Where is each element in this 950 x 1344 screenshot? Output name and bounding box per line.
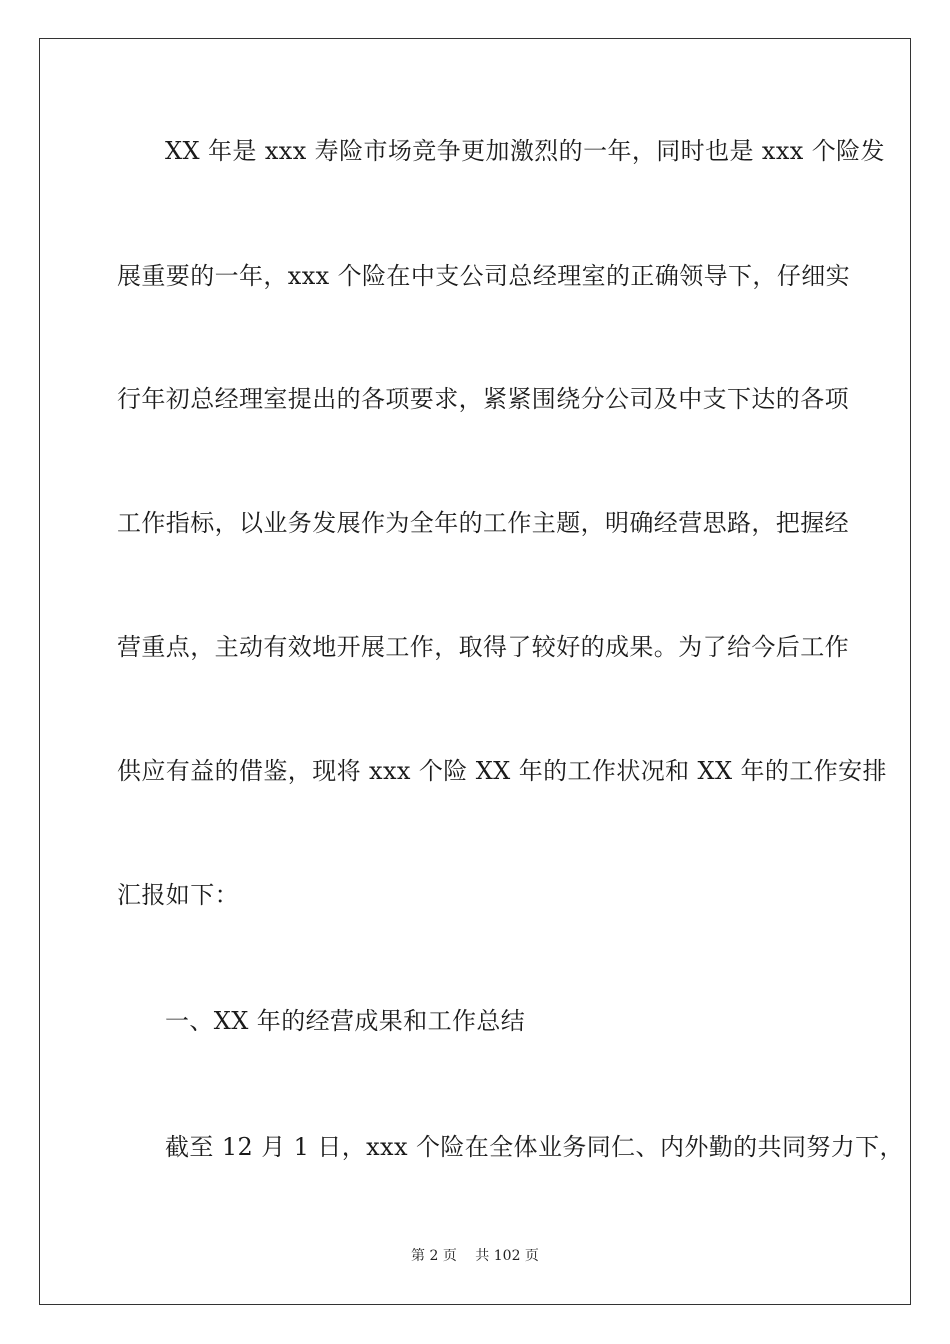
paragraph-line-1: XX 年是 xxx 寿险市场竞争更加激烈的一年，同时也是 xxx 个险发	[165, 137, 885, 165]
section-heading: 一、XX 年的经营成果和工作总结	[165, 1007, 526, 1035]
paragraph-line-last: 截至 12 月 1 日，xxx 个险在全体业务同仁、内外勤的共同努力下，	[165, 1133, 904, 1161]
paragraph-line-6: 供应有益的借鉴，现将 xxx 个险 XX 年的工作状况和 XX 年的工作安排	[117, 757, 887, 785]
paragraph-line-2: 展重要的一年，xxx 个险在中支公司总经理室的正确领导下，仔细实	[117, 262, 851, 290]
page-number-footer: 第 2 页 共 102 页	[411, 1248, 539, 1264]
paragraph-line-5: 营重点，主动有效地开展工作，取得了较好的成果。为了给今后工作	[117, 633, 849, 661]
paragraph-line-3: 行年初总经理室提出的各项要求，紧紧围绕分公司及中支下达的各项	[117, 385, 849, 413]
paragraph-line-4: 工作指标，以业务发展作为全年的工作主题，明确经营思路，把握经	[117, 509, 849, 537]
paragraph-line-7: 汇报如下：	[117, 881, 239, 909]
page-border	[39, 38, 911, 1305]
